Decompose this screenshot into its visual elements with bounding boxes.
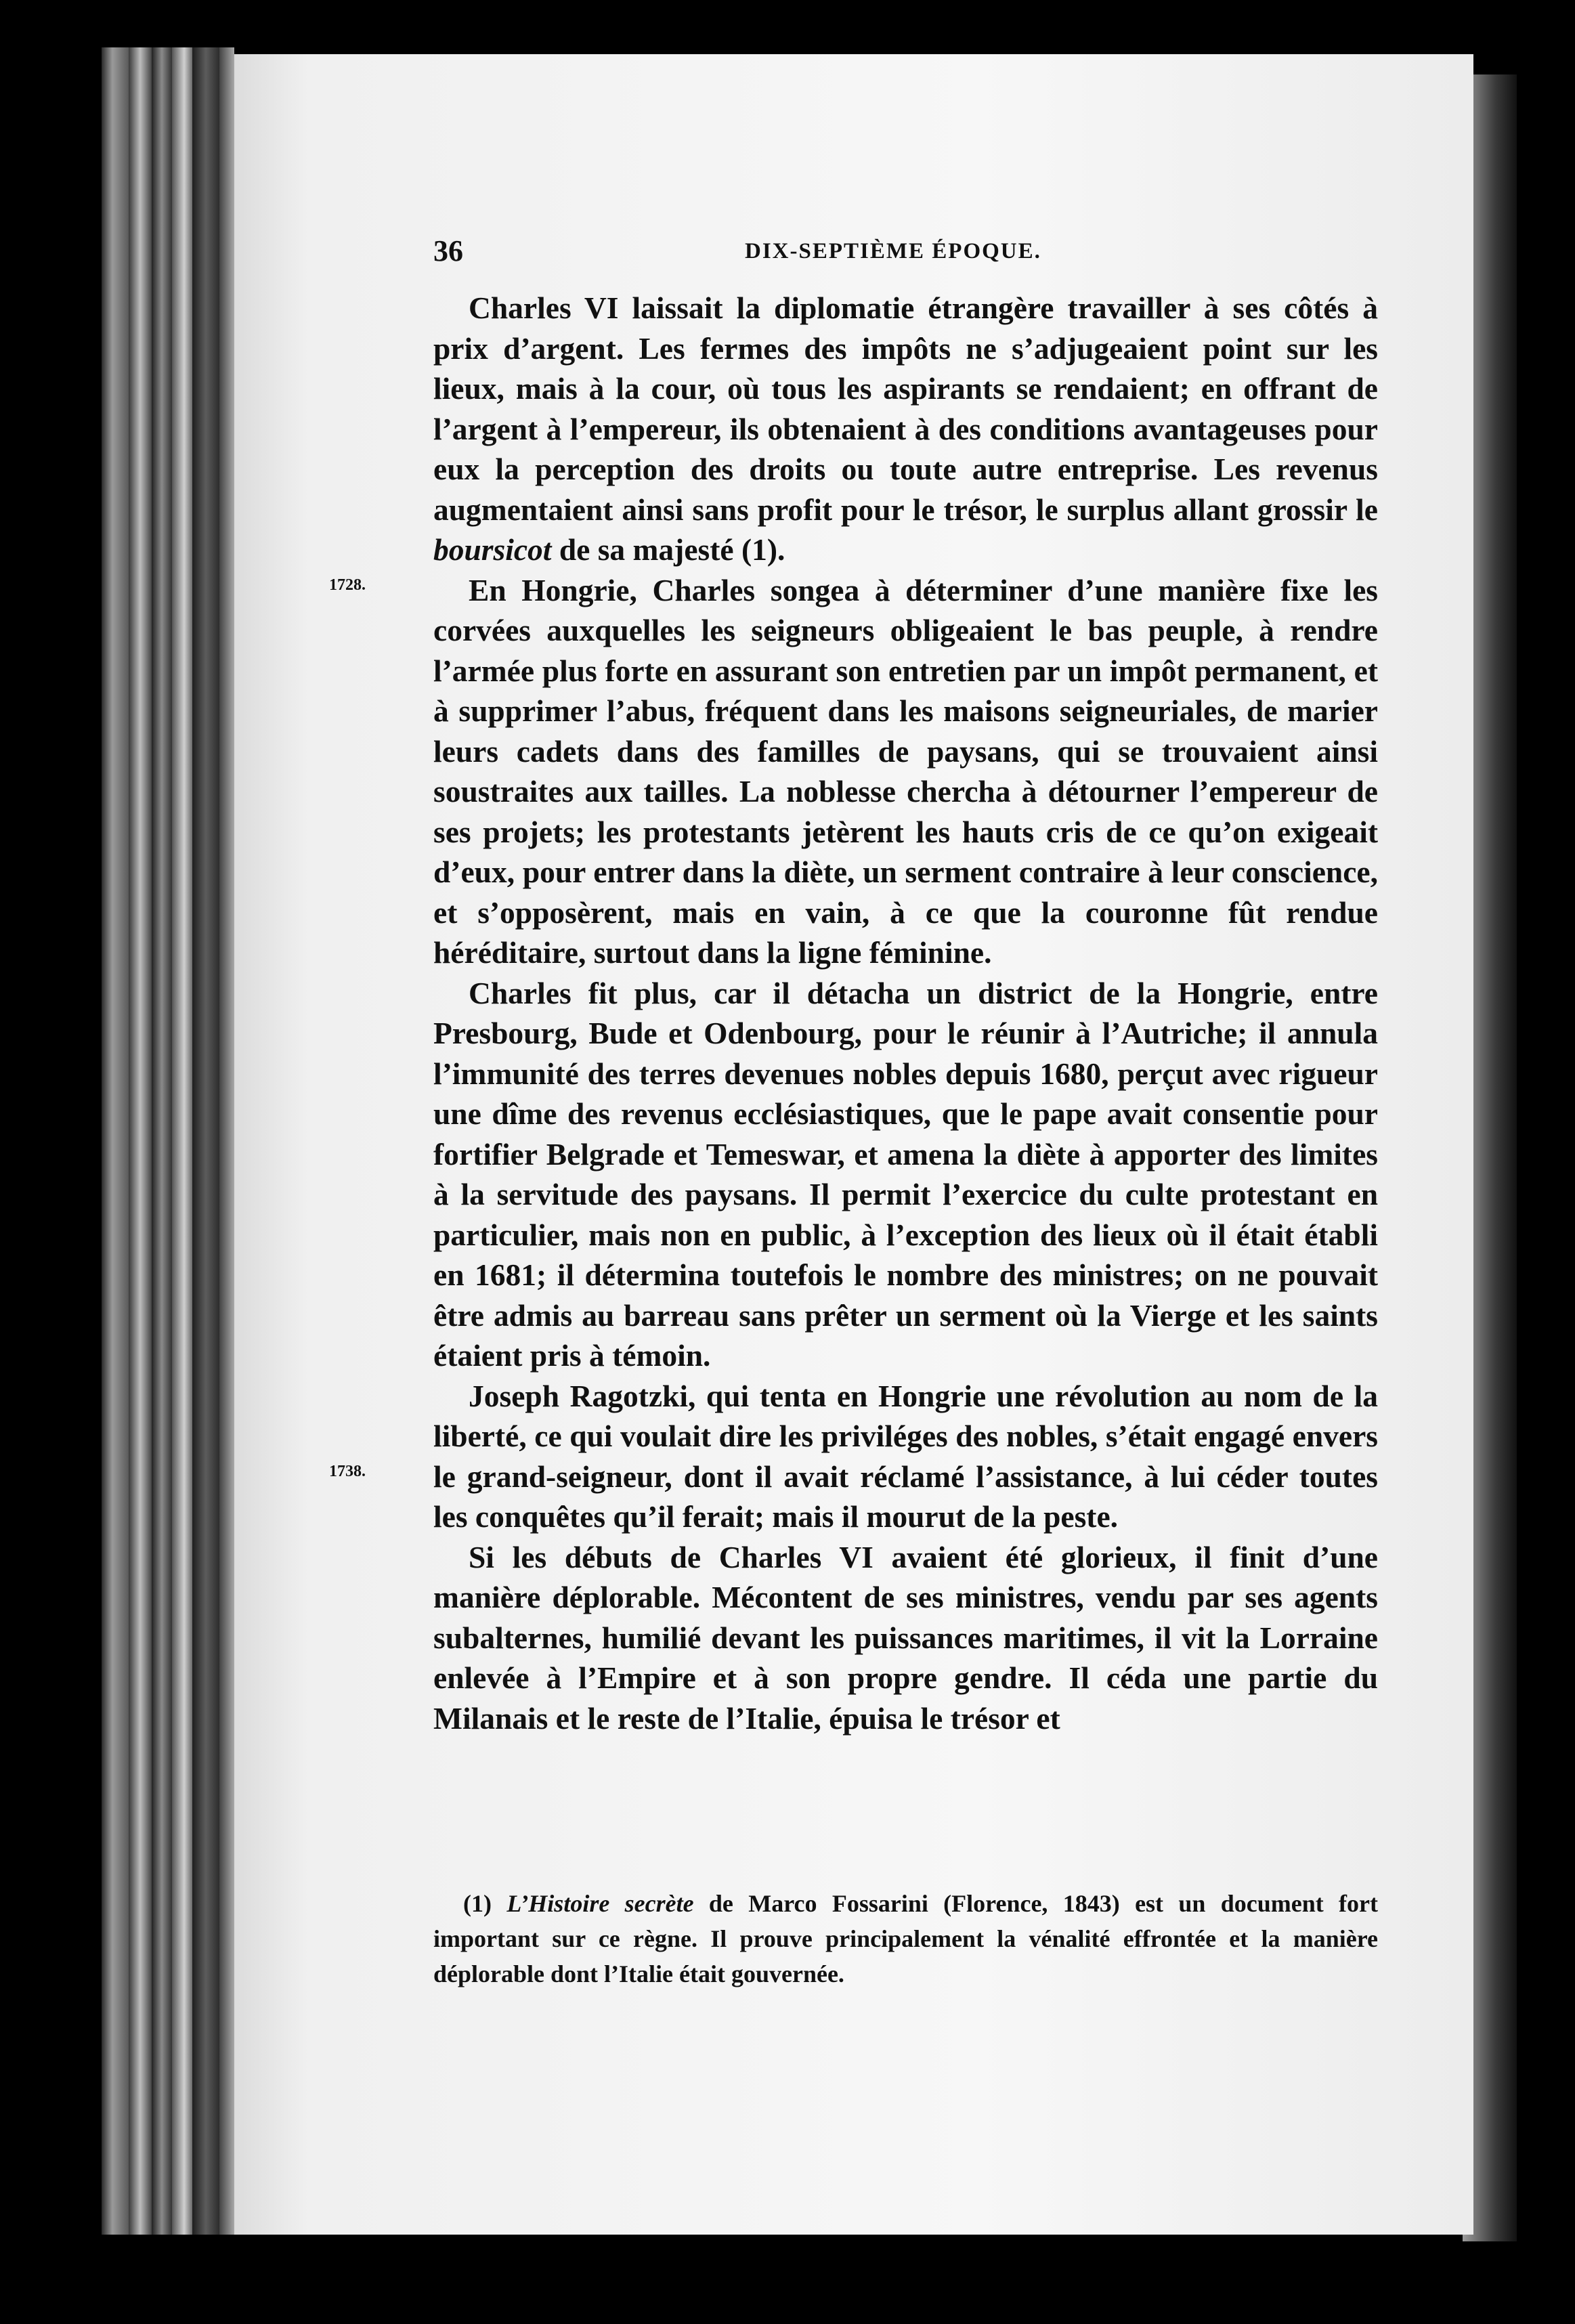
page-edge [152,47,172,2235]
paragraph [433,288,1378,570]
footnote-marker: (1) [463,1890,507,1917]
italic-term: boursicot [433,532,552,567]
page-number: 36 [433,234,463,267]
body-text [433,288,1378,1738]
page-edge [192,47,219,2235]
footnote-title: L’Histoire secrète [506,1890,694,1917]
paragraph: En Hongrie, Charles songea à déterminer d’une manière fixe les corvées auxquelles les seigneurs obligeaient le bas peuple, à rendre l’armée plus forte en assurant son entretien par un impôt permanent, et à supprimer l’abus, fréquent dans les maisons seigneuriales, de marier leurs cadets dans des familles de paysans, qui se trouvaient ainsi soustraites aux tailles. La noblesse chercha à détourner l’empereur de ses projets; les protestants jetèrent les hauts cris de ce qu’on exigeait d’eux, pour entrer dans la diète, un serment contraire à leur conscience, et s’opposèrent, mais en vain, à ce que la couronne fût rendue héréditaire, surtout dans la ligne féminine. [433,572,1378,970]
header-title: DIX-SEPTIÈME ÉPOQUE. [745,239,1041,263]
footnote [433,1886,1378,1992]
paragraph: Si les débuts de Charles VI avaient été glorieux, il finit d’une manière déplorable. Mécontent de ses ministres, vendu par ses agents subalternes, humilié devant les puissances maritimes, il vit la Lorraine enlevée à l’Empire et à son propre gendre. Il céda une partie du Milanais et le reste de l’Italie, épuisa le trésor et [433,1539,1378,1736]
page-edge [219,47,234,2235]
page-edge [172,47,192,2235]
page-edge [129,47,152,2235]
footnote-text [433,1886,1378,1992]
paragraph: Joseph Ragotzki, qui tenta en Hongrie une révolution au nom de la liberté, ce qui voulait dire les priviléges des nobles, s’était engagé envers le grand-seigneur, dont il avait réclamé l’assistance, à lui céder toutes les conquêtes qu’il ferait; mais il mourut de la peste. [433,1378,1378,1534]
page-edge [102,47,129,2235]
footnote-body: de Marco Fossarini (Florence, 1843) est un document fort important sur ce règne. Il prouve principalement la vénalité effrontée et la manière déplorable dont l’Italie était gouvernée. [433,1890,1379,1987]
paragraph-text: de sa majesté (1). [551,532,785,567]
running-head [433,234,1378,274]
paragraph-text: Charles VI laissait la diplomatie étrangère travailler à ses côtés à prix d’argent. Les fermes des impôts ne s’adjugeaient point sur les lieux, mais à la cour, où tous les aspirants se rendaient; en offrant de l’argent à l’empereur, ils obtenaient à des conditions avantageuses pour eux la perception des droits ou toute autre entreprise. Les revenus augmentaient ainsi sans profit pour le trésor, le surplus allant grossir le [433,290,1378,527]
margin-date: 1738. [329,1463,366,1480]
margin-date: 1728. [329,576,366,594]
paragraph: Charles fit plus, car il détacha un district de la Hongrie, entre Presbourg, Bude et Odenbourg, pour le réunir à l’Autriche; il annula l’immunité des terres devenues nobles depuis 1680, perçut avec rigueur une dîme des revenus ecclésiastiques, que le pape avait consentie pour fortifier Belgrade et Temeswar, et amena la diète à apporter des limites à la servitude des paysans. Il permit l’exercice du culte protestant en particulier, mais non en public, à l’exception des lieux où il était établi en 1681; il détermina toutefois le nombre des ministres; on ne pouvait être admis au barreau sans prêter un serment où la Vierge et les saints étaient pris à témoin. [433,975,1378,1373]
